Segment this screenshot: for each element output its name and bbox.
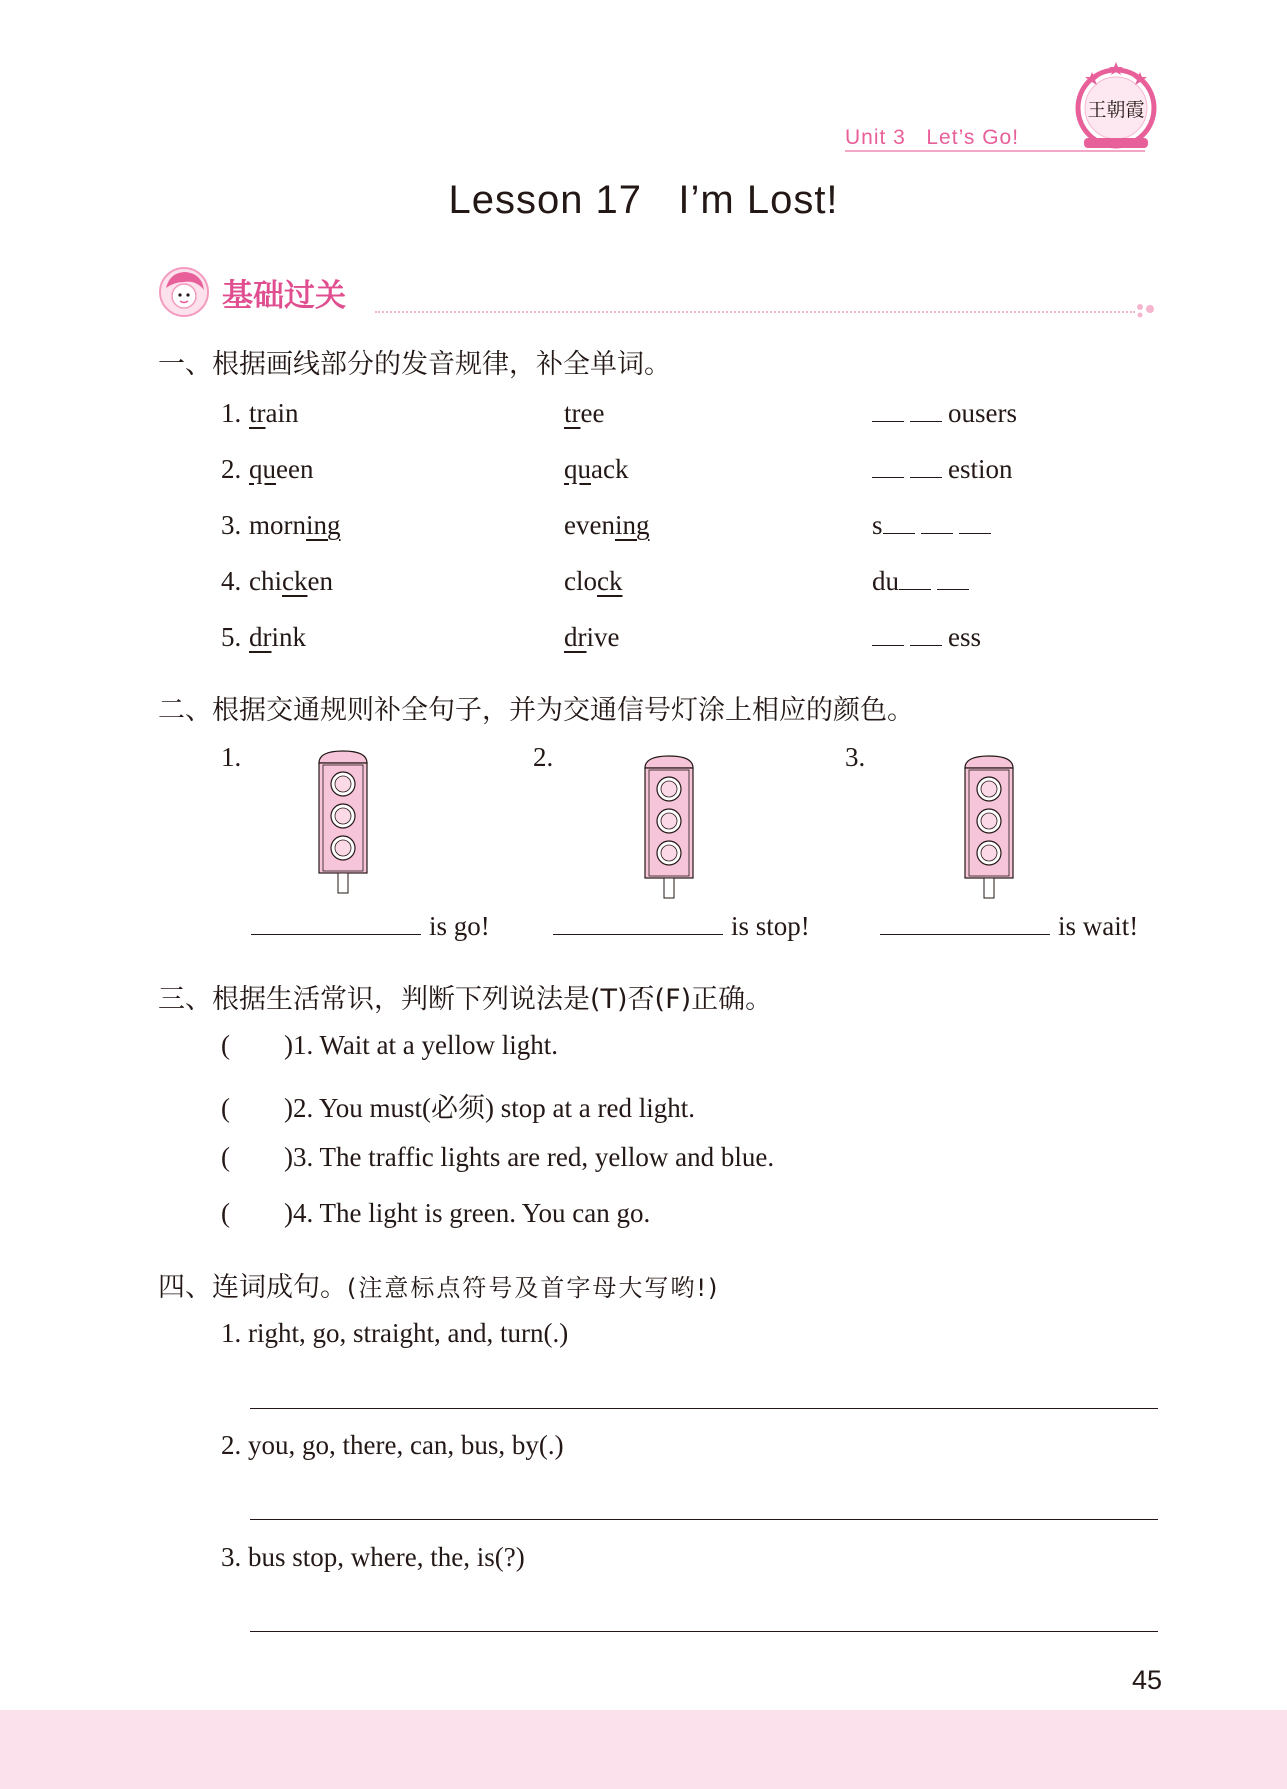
word-suffix: ive [586, 622, 620, 652]
q4-answer-line-2[interactable] [250, 1519, 1158, 1520]
q1-row-3-number: 3. [221, 510, 242, 540]
section-divider [375, 311, 1135, 313]
lesson-title [0, 178, 1287, 223]
letter-blank[interactable] [872, 399, 904, 422]
q1-row-5-fill-word [872, 622, 981, 653]
underlined-letters: ing [614, 510, 650, 540]
q1-row-2-number: 2. [221, 454, 242, 484]
q1-row-5-number: 5. [221, 622, 242, 652]
q4-item-1: 1. right, go, straight, and, turn(.) [221, 1318, 569, 1348]
underlined-letters: ing [306, 510, 341, 540]
q1-row-1-word-b [564, 398, 604, 429]
fill-suffix: estion [948, 454, 1013, 484]
word-suffix: een [276, 454, 314, 484]
q4-item-2: 2. you, go, there, can, bus, by(.) [221, 1430, 564, 1460]
q2-blank-2[interactable] [553, 908, 723, 935]
letter-blank[interactable] [872, 623, 904, 646]
q4-answer-line-3[interactable] [250, 1631, 1158, 1632]
word-prefix: morn [249, 510, 306, 540]
word-suffix: en [307, 566, 333, 596]
publisher-logo [1072, 58, 1160, 158]
lesson-number: Lesson 17 [448, 178, 643, 222]
q3-title: 三、根据生活常识，判断下列说法是(T)否(F)正确。 [158, 984, 773, 1015]
q1-row-1-number: 1. [221, 398, 242, 428]
q2-blank-3[interactable] [880, 908, 1050, 935]
q4-title [158, 1265, 719, 1304]
unit-title: Let’s Go! [926, 126, 1020, 149]
word-prefix: chi [249, 566, 282, 596]
letter-blank[interactable] [937, 567, 969, 590]
q4-note: (注意标点符号及首字母大写哟!) [347, 1274, 720, 1302]
q1-row-2-word-a [249, 454, 313, 485]
q1-row-4-word-a [249, 566, 333, 597]
q2-answer-1 [251, 908, 490, 942]
underlined-letters: dr [564, 622, 587, 652]
q1-row-4-number: 4. [221, 566, 242, 596]
q1-row-5-word-b [564, 622, 620, 653]
q1-row-4-fill-word [872, 566, 975, 597]
word-prefix: clo [564, 566, 597, 596]
q3-item-3[interactable]: ( )3. The traffic lights are red, yellow and blue. [221, 1142, 775, 1172]
q2-answer-3 [880, 908, 1138, 942]
letter-blank[interactable] [910, 399, 942, 422]
q1-row-3-fill-word [872, 510, 997, 541]
q2-item-3-number: 3. [845, 742, 866, 772]
q4-title-text: 四、连词成句。 [158, 1272, 347, 1303]
fill-suffix: ousers [948, 398, 1017, 428]
q2-tail-2: is stop! [731, 911, 810, 941]
unit-label [845, 126, 1019, 150]
word-prefix: even [564, 510, 615, 540]
q3-item-4[interactable]: ( )4. The light is green. You can go. [221, 1198, 651, 1228]
fill-suffix: ess [948, 622, 981, 652]
page-number: 45 [1132, 1665, 1163, 1695]
underlined-letters: ck [282, 566, 308, 596]
q1-row-3-word-a [249, 510, 341, 541]
q1-row-4-word-b [564, 566, 622, 597]
underlined-letters: dr [249, 622, 272, 652]
q1-row-1-word-a [249, 398, 299, 429]
traffic-light-1-icon[interactable] [311, 745, 375, 895]
word-suffix: ink [271, 622, 307, 652]
q2-title: 二、根据交通规则补全句子，并为交通信号灯涂上相应的颜色。 [158, 695, 914, 726]
logo-text: 王朝霞 [1087, 99, 1145, 121]
letter-blank[interactable] [910, 455, 942, 478]
underlined-letters: tr [249, 398, 266, 428]
underlined-letters: tr [564, 398, 581, 428]
footer-band [0, 1710, 1287, 1789]
q4-answer-line-1[interactable] [250, 1408, 1158, 1409]
q3-item-1[interactable]: ( )1. Wait at a yellow light. [221, 1030, 559, 1060]
q1-row-5-word-a [249, 622, 306, 653]
letter-blank[interactable] [910, 623, 942, 646]
q2-item-1-number: 1. [221, 742, 242, 772]
q2-answer-2 [553, 908, 810, 942]
q2-item-2-number: 2. [533, 742, 554, 772]
letter-blank[interactable] [959, 511, 991, 534]
girl-mascot-icon [158, 266, 210, 318]
traffic-light-2-icon[interactable] [637, 750, 701, 900]
q1-row-2-word-b [564, 454, 628, 485]
underlined-letters: ck [597, 566, 623, 596]
word-suffix: ain [265, 398, 299, 428]
traffic-light-3-icon[interactable] [957, 750, 1021, 900]
section-title: 基础过关 [222, 278, 346, 314]
fill-prefix: s [872, 510, 883, 540]
q2-blank-1[interactable] [251, 908, 421, 935]
letter-blank[interactable] [883, 511, 915, 534]
q1-row-1-fill-word [872, 398, 1017, 429]
q1-row-2-fill-word [872, 454, 1013, 485]
q4-item-3: 3. bus stop, where, the, is(?) [221, 1542, 525, 1572]
letter-blank[interactable] [899, 567, 931, 590]
underlined-letters: qu [564, 454, 591, 484]
q3-item-2[interactable]: ( )2. You must(必须) stop at a red light. [221, 1093, 695, 1123]
letter-blank[interactable] [872, 455, 904, 478]
unit-number: Unit 3 [845, 126, 906, 149]
word-suffix: ack [591, 454, 629, 484]
underlined-letters: qu [249, 454, 276, 484]
lesson-subtitle: I’m Lost! [678, 178, 839, 222]
q1-row-3-word-b [564, 510, 649, 541]
fill-prefix: du [872, 566, 899, 596]
q2-tail-3: is wait! [1058, 911, 1139, 941]
divider-dots-icon [1135, 300, 1159, 320]
q2-tail-1: is go! [429, 911, 490, 941]
q1-title: 一、根据画线部分的发音规律，补全单词。 [158, 349, 671, 380]
word-suffix: ee [580, 398, 605, 428]
letter-blank[interactable] [921, 511, 953, 534]
